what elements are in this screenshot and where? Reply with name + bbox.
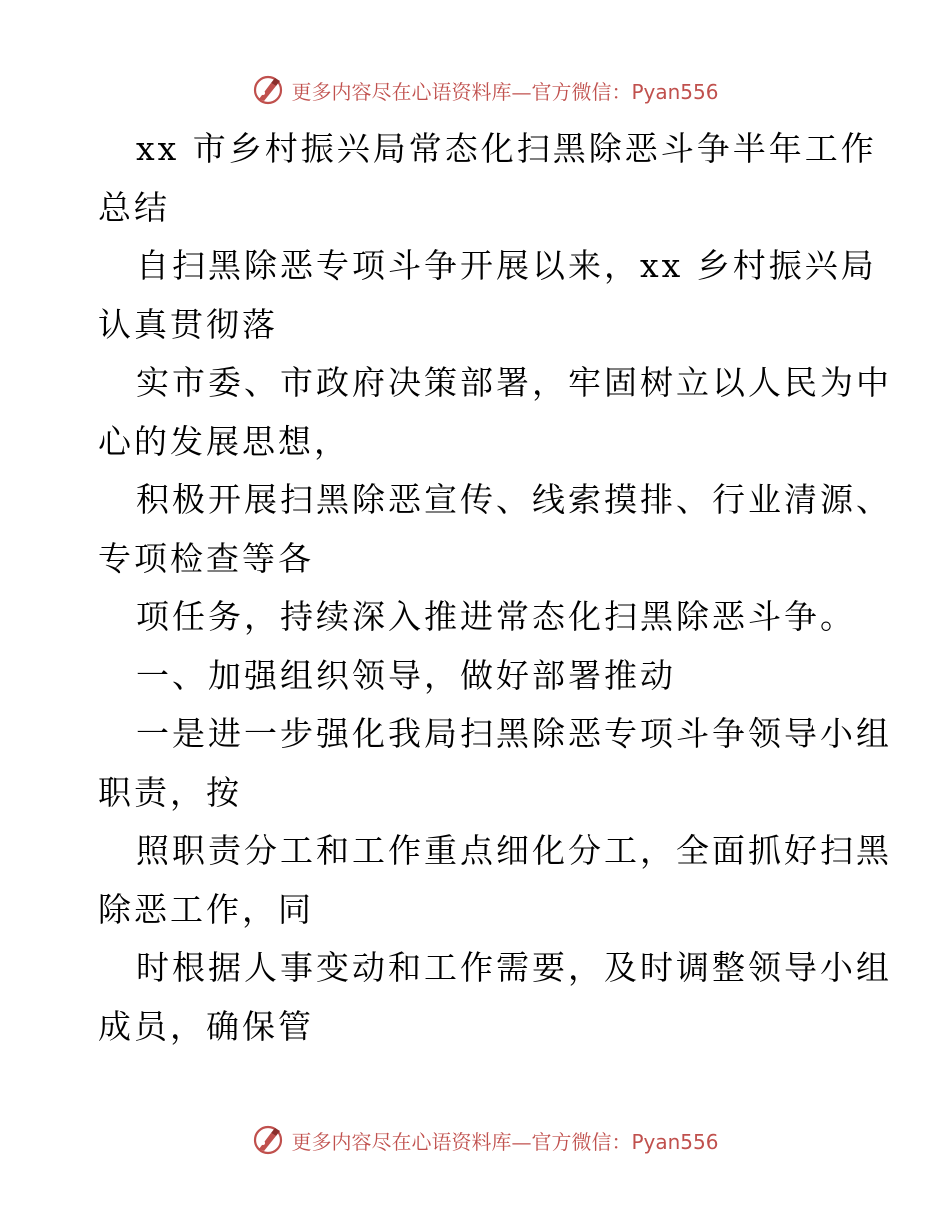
body-line: 职责，按 <box>98 772 242 812</box>
pen-logo-icon <box>251 1123 285 1157</box>
footer-banner <box>0 1120 950 1160</box>
header-banner-dash: — <box>511 79 532 104</box>
pen-logo-icon <box>251 73 285 107</box>
body-line: 项任务，持续深入推进常态化扫黑除恶斗争。 <box>136 597 856 636</box>
body-line: 成员，确保管 <box>98 1006 314 1046</box>
footer-banner-wechat: 官方微信：Pyan556 <box>531 1129 719 1154</box>
body-line: 照职责分工和工作重点细化分工，全面抓好扫黑 <box>136 831 892 870</box>
footer-banner-inner <box>251 1123 718 1157</box>
body-line: 时根据人事变动和工作需要，及时调整领导小组 <box>136 948 892 987</box>
body-line: 实市委、市政府决策部署，牢固树立以人民为中 <box>136 363 892 402</box>
footer-banner-text <box>291 1126 718 1155</box>
body-line: 积极开展扫黑除恶宣传、线索摸排、行业清源、 <box>136 480 892 519</box>
body-line: 心的发展思想， <box>98 421 350 461</box>
footer-banner-dash: — <box>511 1129 532 1154</box>
body-line: 认真贯彻落 <box>98 304 278 344</box>
body-line: 除恶工作，同 <box>98 889 314 929</box>
document-body <box>98 120 892 1056</box>
body-line: 自扫黑除恶专项斗争开展以来，xx 乡村振兴局 <box>136 246 877 285</box>
body-line: xx 市乡村振兴局常态化扫黑除恶斗争半年工作 <box>136 129 877 168</box>
header-banner-slogan: 更多内容尽在心语资料库 <box>291 79 512 104</box>
body-line: 总结 <box>98 187 170 227</box>
header-banner-text <box>291 76 718 105</box>
body-line: 一是进一步强化我局扫黑除恶专项斗争领导小组 <box>136 714 892 753</box>
footer-banner-slogan: 更多内容尽在心语资料库 <box>291 1129 512 1154</box>
section-heading: 一、加强组织领导，做好部署推动 <box>136 655 676 695</box>
header-banner-inner <box>251 73 718 107</box>
header-banner-wechat: 官方微信：Pyan556 <box>531 79 719 104</box>
header-banner <box>0 70 950 110</box>
body-line: 专项检查等各 <box>98 538 314 578</box>
